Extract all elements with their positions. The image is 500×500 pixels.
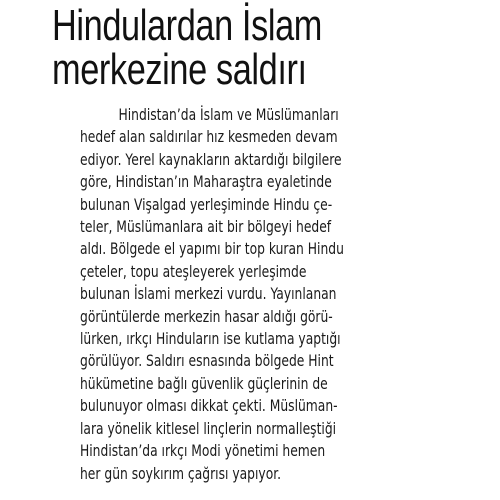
body-line: bulunan İslami merkezi vurdu. Yayınlanan	[80, 284, 337, 304]
body-line: hükümetine bağlı güvenlik güçlerinin de	[80, 373, 328, 393]
body-line: teler, Müslümanlara ait bir bölgeyi hedef	[80, 217, 332, 237]
body-line: ediyor. Yerel kaynakların aktardığı bilgilere	[80, 149, 342, 169]
article-body	[80, 104, 403, 485]
article-headline	[52, 1, 380, 94]
body-line: bulunan Vişalgad yerleşiminde Hindu çe-	[80, 194, 333, 214]
body-line: görülüyor. Saldırı esnasında bölgede Hint	[80, 351, 334, 371]
body-line: Hindistan’da ırkçı Modi yönetimi hemen	[80, 441, 326, 461]
body-line: lara yönelik kitlesel linçlerin normalleştiği	[80, 418, 337, 438]
body-line: hedef alan saldırılar hız kesmeden devam	[80, 127, 338, 147]
headline-line: Hindulardan İslam	[52, 1, 322, 50]
body-line: bulunuyor olması dikkat çekti. Müslüman-	[80, 396, 338, 416]
body-line: göre, Hindistan’ın Maharaştra eyaletinde	[80, 172, 332, 192]
body-line: çeteler, topu ateşleyerek yerleşimde	[80, 261, 307, 281]
body-line: her gün soykırım çağrısı yapıyor.	[80, 463, 282, 483]
headline-line: merkezine saldırı	[52, 45, 307, 94]
body-line: Hindistan’da İslam ve Müslümanları	[118, 105, 339, 124]
body-line: aldı. Bölgede el yapımı bir top kuran Hindu	[80, 239, 344, 259]
body-line: lürken, ırkçı Hinduların ise kutlama yaptığı	[80, 329, 341, 349]
body-line: görüntülerde merkezin hasar aldığı görü-	[80, 306, 333, 326]
